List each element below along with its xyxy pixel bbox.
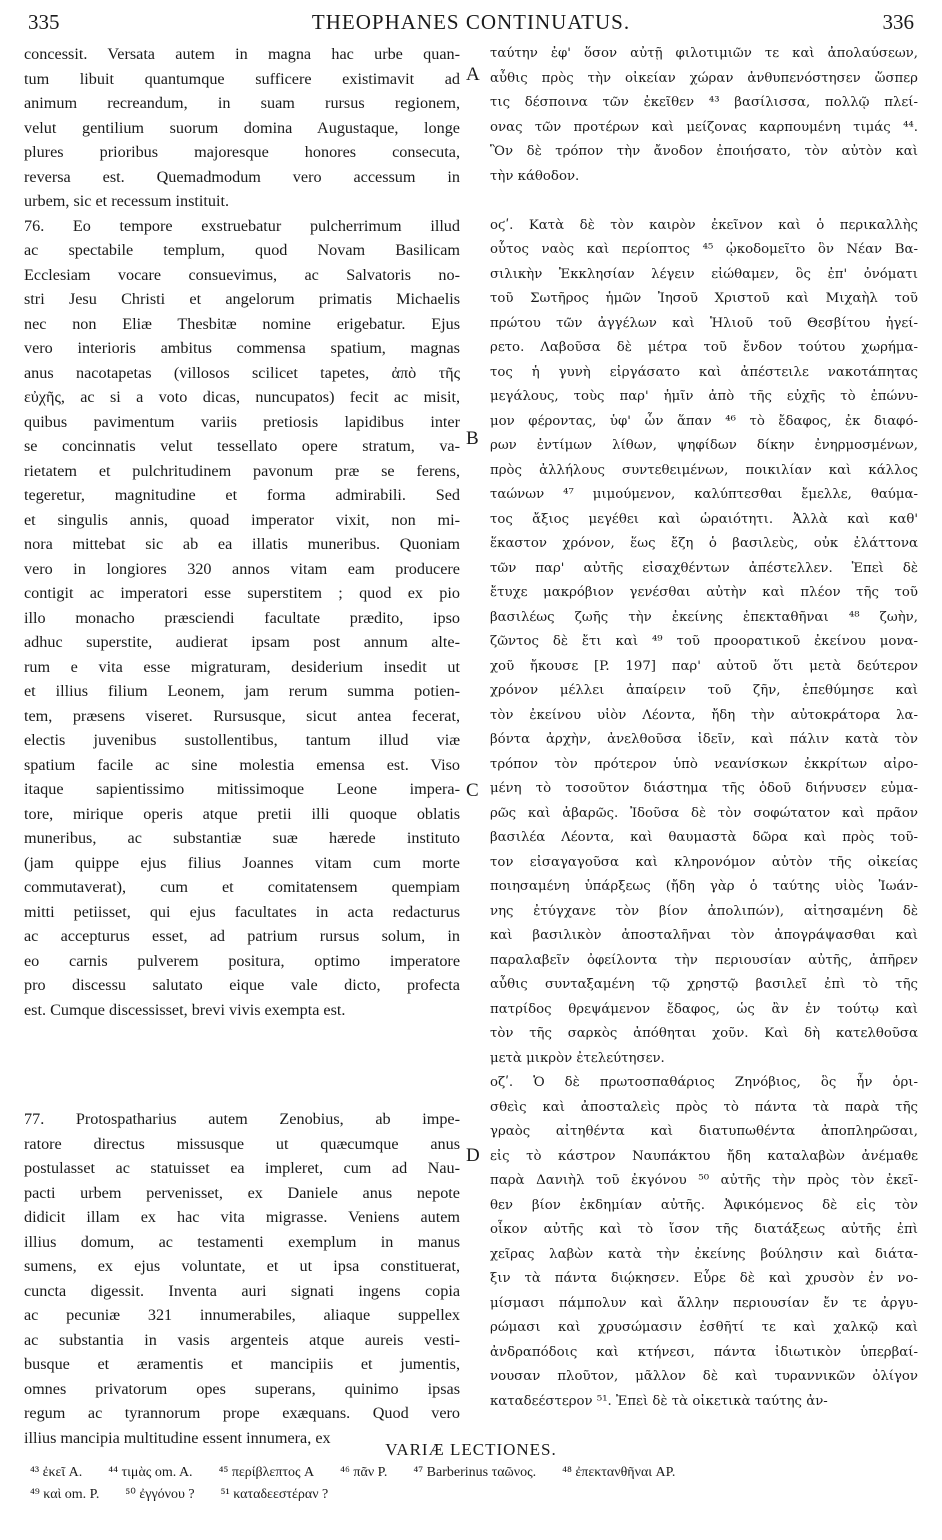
text-line: τος ἡ γυνὴ εἰργάσατο καὶ ἀπέστειλε νακοτάπητας <box>490 364 918 380</box>
text-line: 77. Protospatharius autem Zenobius, ab impe- <box>24 1110 460 1128</box>
text-line: muneribus, ac substantiæ suæ hærede instituto <box>24 829 460 847</box>
text-line: tore, mirique operis atque pretii illi quoque oblatis <box>24 804 460 823</box>
text-line: πρώτου τῶν ἀγγέλων καὶ Ἡλιοῦ τοῦ Θεσβίτου ἠγεί- <box>490 315 918 331</box>
variant-note: ⁵⁰ ἐγγόνου ? <box>125 1487 195 1502</box>
margin-letter-c: C <box>466 780 479 801</box>
text-line: stri Jesu Christi et angelorum primatis Michaelis <box>24 290 460 308</box>
variant-note: ⁴³ ἐκεῖ A. <box>30 1465 83 1480</box>
text-line: ξιν τὰ πάντα διῴκησεν. Εὗρε δὲ καὶ χρυσὸν ἐν νο- <box>490 1271 918 1286</box>
text-line: βασιλέως ζωῆς τὴν ἐκείνης ἐπεκταθῆναι ⁴⁸ ζωὴν, <box>490 609 918 625</box>
text-line: et illius filium Leonem, jam rerum summa potien- <box>24 682 460 700</box>
text-line: σθεὶς καὶ ἀποσταλεὶς πρὸς τὸ πάντα τὰ παρὰ τῆς <box>490 1099 918 1115</box>
text-line: ratore directus missusque ut quæcumque anus <box>24 1134 460 1153</box>
variant-note: ⁵¹ καταδεεστέραν ? <box>220 1487 329 1502</box>
text-line: omnes privatorum opes superans, quinimo ipsas <box>24 1379 460 1398</box>
text-line: ρων ἐντίμων λίθων, ψηφίδων δίκην ἐνηρμοσμένων, <box>490 438 918 453</box>
text-line: ac pecuniæ 321 innumerabiles, aliaque suppellex <box>24 1306 460 1324</box>
text-line: βασιλέα Λέοντα, καὶ θαυμαστὰ δῶρα καὶ πρὸς τοῦ- <box>490 830 918 845</box>
text-line: ac spectabile templum, quod Novam Basilicam <box>24 241 460 259</box>
text-line: rietatem et pulchritudinem pavonum præ se ferens, <box>24 461 460 480</box>
text-line: ac substantia in vasis argenteis atque aureis vesti- <box>24 1330 460 1349</box>
text-line: reversa est. Quemadmodum vero accessum in <box>24 167 460 186</box>
text-line: commutaverat), cum et comitatensem quempiam <box>24 878 460 896</box>
text-line: (jam quippe ejus filius Joannes vitam cum morte <box>24 853 460 872</box>
page-number-right: 336 <box>882 10 914 34</box>
text-line: τὴν κάθοδον. <box>490 168 580 184</box>
text-line: quibus pavimentum variis pretiosis lapidibus inter <box>24 412 460 431</box>
variant-note: ⁴⁶ πᾶν P. <box>340 1465 388 1480</box>
text-line: τον εἰσαγαγοῦσα καὶ κληρονόμον αὐτὸν τῆς οἰκείας <box>490 854 918 870</box>
text-line: animum recreandum, in suam rursus regionem, <box>24 94 460 112</box>
text-line: εὐχῆς, ac si a voto dicas, nuncupatos) fecit ac misit, <box>24 388 460 406</box>
text-line: cuncta digessit. Inventa auri signati ingens copia <box>24 1281 460 1300</box>
text-line: οϛʹ. Κατὰ δὲ τὸν καιρὸν ἐκεῖνον καὶ ὁ περικαλλὴς <box>490 217 918 233</box>
text-line: urbem, sic et recessum instituit. <box>24 192 229 210</box>
text-line: se concinnatis velut tessellato opere stratum, va- <box>24 437 460 455</box>
text-line: didicit illam ex hac vita migrasse. Veniens autem <box>24 1208 460 1226</box>
text-line: vero in longiores 320 annos vitam eam producere <box>24 559 460 578</box>
text-line: tum libuit quantumque sufficere existimavit ad <box>24 69 460 88</box>
text-line: τὸν ἐκείνου υἱὸν Λέοντα, ἤδη τὴν αὐτοκράτορα λα- <box>490 707 918 723</box>
text-line: est. Cumque discessisset, brevi vivis exempta est. <box>24 1000 346 1019</box>
text-line: τος ἄξιος μεγέθει καὶ ὡραιότητι. Ἀλλὰ καὶ καθ' <box>490 511 918 527</box>
greek-column <box>490 42 918 1414</box>
text-line: ποιησαμένη ὑπάρξεως (ἤδη γὰρ ὁ ταύτης υἱὸς Ἰωάν- <box>490 879 918 894</box>
text-line: spatium facile ac sine molestia emensa est. Viso <box>24 755 460 774</box>
text-line: παρὰ Δανιὴλ τοῦ ἐκγόνου ⁵⁰ αὐτῆς τὴν πρὸς τὸν ἐκεῖ- <box>490 1173 918 1188</box>
variae-lectiones-title: VARIÆ LECTIONES. <box>385 1440 557 1459</box>
variant-note: ⁴⁴ τιμὰς om. A. <box>108 1465 193 1480</box>
text-line: τρόπον τὸν πρότερον ὑπὸ νεανίσκων ἐκκρίτων αἰρο- <box>490 756 918 772</box>
text-line: ἕκαστον χρόνον, ἕως ἔζη ὁ βασιλεὺς, οὐκ ἐλάττονα <box>490 536 918 551</box>
text-line: tem, præsens viseret. Rursusque, sicut antea fecerat, <box>24 706 460 725</box>
text-line: concessit. Versata autem in magna hac urbe quan- <box>24 45 460 63</box>
text-line: καταδεέστερον ⁵¹. Ἐπεὶ δὲ τὰ οἰκετικὰ ταύτης ἀν- <box>490 1393 828 1409</box>
text-line: anus nacotapetas (villosos scilicet tapetes, ἀπὸ τῆς <box>24 363 460 382</box>
variant-note: ⁴⁵ περίβλεπτος A <box>218 1465 315 1480</box>
text-line: nec non Eliæ Thesbitæ nomine erigebatur. Ejus <box>24 314 460 333</box>
text-line: μεγάλους, τοὺς παρ' ἡμῖν ἀπὸ τῆς εὐχῆς τὸ ἐπώνυ- <box>490 389 918 404</box>
text-line: illius mancipia multitudine essent innumera, ex <box>24 1428 331 1447</box>
text-line: sumens, ex ejus voluntate, et ut ipsa constituerat, <box>24 1257 460 1275</box>
text-line: μένη τὸ τοσοῦτον διάστημα τῆς ὁδοῦ διήνυσεν εὐμα- <box>490 781 918 796</box>
running-title: THEOPHANES CONTINUATUS. <box>311 10 631 34</box>
text-line: rum e vita esse migraturam, desiderium insedit ut <box>24 657 460 676</box>
text-line: γραὸς αἰτηθέντα καὶ διατυπωθέντα ἀποπληρῶσαι, <box>490 1124 918 1139</box>
text-line: ταύτην ἐφ' ὅσον αὐτῇ φιλοτιμιῶν τε καὶ ἀπολαύσεων, <box>490 46 918 61</box>
text-line: ονας τῶν προτέρων καὶ μείζονας καρπουμένη τιμάς ⁴⁴. <box>490 119 918 135</box>
text-line: electis juvenibus sustollentibus, tantum illud viæ <box>24 731 460 749</box>
paragraph-spacer <box>24 1022 460 1107</box>
page-number-left: 335 <box>28 10 60 34</box>
text-line: νης ἐτύγχανε τὸν βίον ἀπολιπών), αἰτησαμένη δὲ <box>490 903 918 919</box>
text-line: βόντα ἀρχὴν, ἀνελθοῦσα ἰδεῖν, καὶ πάλιν κατὰ τὸν <box>490 732 918 747</box>
text-line: ἔτυχε μακρόβιον γενέσθαι αὐτὴν καὶ πλέον τῆς τοῦ <box>490 585 918 600</box>
text-line: χεῖρας λαβὼν κατὰ τὴν ἐκείνης βούλησιν καὶ διάτα- <box>490 1246 918 1262</box>
text-line: ρώμασι καὶ χρυσώμασιν ἐσθῆτί τε καὶ χαλκῷ καὶ <box>490 1320 918 1335</box>
text-line: Ecclesiam vocare consuevimus, ac Salvatoris no- <box>24 265 460 284</box>
text-line: εἰς τὸ κάστρον Ναυπάκτου ἤδη καταλαβὼν ἀνέμαθε <box>490 1148 918 1164</box>
variant-note: ⁴⁸ ἐπεκτανθῆναι AP. <box>562 1465 676 1480</box>
text-line: mitti petiisset, qui ejus facultates in acta redacturus <box>24 902 460 921</box>
text-line: νουσαν πλοῦτον, μᾶλλον δὲ καὶ τυραννικῶν ὀλίγον <box>490 1369 918 1384</box>
text-line: ἀνδραπόδοις καὶ κτήνεσι, πάντα ἰδιωτικὸν ὑπερβαί- <box>490 1344 918 1360</box>
text-line: οὗτος ναὸς καὶ περίοπτος ⁴⁵ ᾠκοδομεῖτο ὃν Νέαν Βα- <box>490 242 918 257</box>
text-line: et singulis annis, quoad imperator vixit, non mi- <box>24 510 460 529</box>
text-line: 76. Eo tempore exstruebatur pulcherrimum illud <box>24 216 460 235</box>
text-line: illius domum, ac testamenti exemplum in manus <box>24 1232 460 1251</box>
text-line: παραλαβεῖν ὀφείλοντα τὴν περιουσίαν αὐτῆς, ἀπῆρεν <box>490 952 918 968</box>
text-line: postulasset ac statuisset ea impleret, cum ad Nau- <box>24 1159 460 1177</box>
text-line: ταώνων ⁴⁷ μιμούμενον, καλύπτεσθαι ἔμελλε, θαύμα- <box>490 487 918 502</box>
text-line: σιλικὴν Ἐκκλησίαν λέγειν εἰώθαμεν, ὃς ἐπ' ὀνόματι <box>490 266 918 282</box>
text-line: ζῶντος δὲ ἔτι καὶ ⁴⁹ τοῦ προορατικοῦ ἐκείνου μονα- <box>490 634 918 649</box>
text-line: regum ac tyrannorum prope exæquans. Quod vero <box>24 1404 460 1422</box>
text-line: pacti urbem pervenisset, ex Daniele anus nepote <box>24 1183 460 1202</box>
text-line: ρῶς καὶ ἀβαρῶς. Ἰδοῦσα δὲ τὸν σοφώτατον καὶ πρᾶον <box>490 805 918 821</box>
text-line: tegeretur, magnitudine et forma admirabili. Sed <box>24 486 460 504</box>
text-line: τῶν παρ' αὐτῆς εἰσαχθέντων ἀπέστελλεν. Ἐπεὶ δὲ <box>490 560 918 576</box>
text-line: μον φέροντας, ὑφ' ὧν ἅπαν ⁴⁶ τὸ ἔδαφος, ἐκ διαφό- <box>490 413 918 429</box>
text-line: itaque sapientissimo mitissimoque Leone impera- <box>24 780 460 798</box>
text-line: pro discessu salutato eique vale dicto, profecta <box>24 976 460 994</box>
text-line: nora mittebat sic ab ea illatis muneribus. Quoniam <box>24 535 460 553</box>
text-line: χοῦ ἤκουσε [P. 197] παρ' αὐτοῦ ὅτι μετὰ δεύτερον <box>490 658 918 674</box>
variant-note: ⁴⁷ Barberinus ταῶνος. <box>413 1465 537 1480</box>
text-line: vero interioris ambitus commensa spatium, magnas <box>24 339 460 357</box>
variant-notes-row-1 <box>30 1462 910 1484</box>
text-line: τοῦ Σωτῆρος ἡμῶν Ἰησοῦ Χριστοῦ καὶ Μιχαὴλ τοῦ <box>490 291 918 306</box>
text-line: οζʹ. Ὁ δὲ πρωτοσπαθάριος Ζηνόβιος, ὃς ἦν ὁρι- <box>490 1075 918 1090</box>
text-line: μετὰ μικρὸν ἐτελεύτησεν. <box>490 1050 665 1066</box>
text-line: eo carnis pulverem positura, optimo imperatore <box>24 951 460 970</box>
margin-letter-d: D <box>466 1145 480 1166</box>
text-line: αὖθις συνταξαμένη τῷ χρηστῷ βασιλεῖ ἐπὶ τὸ τῆς <box>490 977 918 992</box>
text-line: οἶκον αὐτῆς καὶ τὸ ἴσον τῆς διατάξεως αὐτῆς ἐπὶ <box>490 1222 918 1237</box>
text-line: illo monacho præsciendi facultate prædito, ipso <box>24 608 460 627</box>
text-line: χρόνον μέλλει ἀπαίρειν τοῦ ζῆν, ἐπεθύμησε καὶ <box>490 683 918 698</box>
text-line: πρὸς ἀλλήλους συντεθειμένων, ποικιλίαν καὶ κάλλος <box>490 462 918 478</box>
text-line: ρετο. Λαβοῦσα δὲ μέτρα τοῦ ἔνδον τούτου χωρήμα- <box>490 340 918 355</box>
text-line: τις δέσποινα τῶν ἐκεῖθεν ⁴³ βασίλισσα, πολλῷ πλεί- <box>490 95 918 110</box>
text-line: πατρίδος θρεψάμενον ἔδαφος, ὡς ἂν ἐν τούτῳ καὶ <box>490 1001 918 1017</box>
text-line: αὖθις πρὸς τὴν οἰκείαν χώραν ἀνθυπενόστησεν ὥσπερ <box>490 70 918 86</box>
text-line: velut gentilium suorum domina Augustaque, longe <box>24 118 460 137</box>
text-line: plures prioribus majoresque honores consecuta, <box>24 143 460 161</box>
text-line: μίσμασι πάμπολυν καὶ ἄλλην περιουσίαν ἔν τε ἀργυ- <box>490 1295 918 1311</box>
text-line: adhuc superstite, audierat ipsam post annum alte- <box>24 633 460 651</box>
text-line: τὸν τῆς σαρκὸς ἀπόθηται χοῦν. Καὶ δὴ κατελθοῦσα <box>490 1026 918 1041</box>
text-line: θεν βίον ἐκδημίαν αὐτῆς. Ἀφικόμενος δὲ εἰς τὸν <box>490 1197 918 1213</box>
latin-column <box>24 42 460 1450</box>
page-header <box>28 10 914 38</box>
text-line: καὶ βασιλικὸν ἀποσταλῆναι τὸν ἀπογράψασθαι καὶ <box>490 928 918 943</box>
text-line: busque et æramentis et mancipiis et jumentis, <box>24 1355 460 1373</box>
text-line: ac accepturus esset, ad patrium rursus solum, in <box>24 927 460 945</box>
margin-letter-a: A <box>466 64 480 85</box>
margin-letter-b: B <box>466 428 479 449</box>
variant-notes-row-2 <box>30 1484 910 1506</box>
variant-note: ⁴⁹ καὶ om. P. <box>30 1487 100 1502</box>
text-line: contigit ac imperatori esse superstitem ; quod ex pio <box>24 584 460 602</box>
text-line: Ὃν δὲ τρόπον τὴν ἄνοδον ἐποιήσατο, τὸν αὐτὸν καὶ <box>490 144 918 159</box>
paragraph-spacer <box>490 189 918 214</box>
